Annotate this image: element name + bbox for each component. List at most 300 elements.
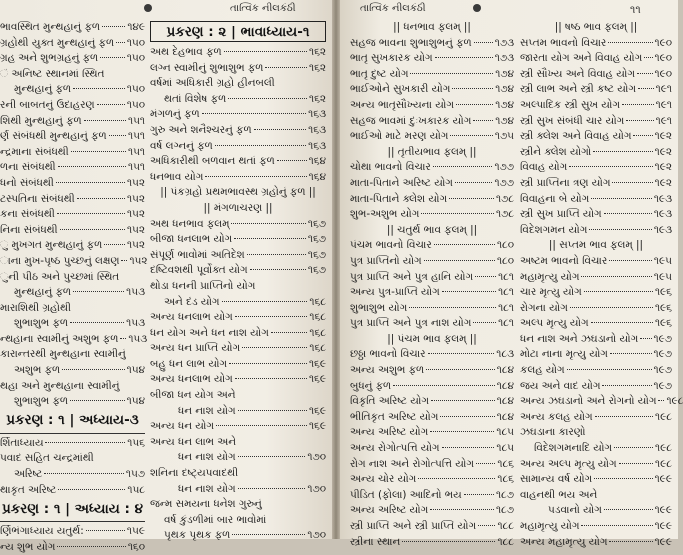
toc-entry-page: ૧૮૫: [496, 442, 514, 455]
section-divider: [520, 238, 672, 254]
toc-entry[interactable]: [350, 519, 514, 535]
dot-leader: [84, 120, 126, 121]
toc-entry[interactable]: [150, 497, 326, 513]
toc-entry-title: ભાઈઓ માટે મરણ યોગ: [350, 130, 449, 143]
dot-leader: [216, 425, 307, 426]
dot-leader: [231, 223, 305, 224]
toc-entry-title: પુત્ર પ્રાપ્તિનો યોગ: [350, 254, 422, 267]
toc-entry[interactable]: [520, 223, 672, 239]
toc-entry-title: વર્ષ કુંડળીમાં બાર ભાવોમાં: [164, 513, 267, 526]
toc-entry[interactable]: [150, 466, 326, 482]
toc-entry[interactable]: [0, 316, 145, 332]
dot-leader: [235, 316, 308, 317]
toc-entry-title: થાકૃત અરિષ્ટ: [0, 483, 57, 496]
toc-entry-title: રોગ નાશ અને રોગોત્પત્તિ યોગ: [350, 457, 474, 470]
toc-entry[interactable]: [0, 36, 145, 52]
toc-entry-title: સપ્તમ ભાવનો વિચાર: [520, 36, 607, 49]
dot-leader: [478, 525, 495, 526]
toc-entry-page: ૧૮૮: [497, 520, 514, 532]
toc-entry[interactable]: [350, 238, 514, 254]
toc-entry-title: પુત્ર પ્રાપ્તિ અને પુત્ર નાશ યોગ: [350, 317, 472, 330]
toc-entry[interactable]: [350, 207, 514, 223]
toc-entry[interactable]: [0, 332, 148, 348]
toc-entry-title: સ્ત્રી સૌખ્ય અને વિવાહ યોગ: [520, 67, 635, 80]
dot-leader: [584, 291, 653, 292]
dot-leader: [570, 307, 653, 308]
toc-entry-title: અલ્પાદિક સ્ત્રી સુખ યોગ: [520, 98, 620, 111]
bullet-mark: [144, 4, 152, 12]
dot-leader: [70, 322, 124, 323]
toc-entry[interactable]: [520, 67, 672, 83]
toc-entry-title: ભાઈઓને સુખકારી યોગ: [350, 83, 451, 96]
toc-entry[interactable]: [350, 503, 514, 519]
toc-entry[interactable]: [520, 394, 683, 410]
toc-entry-title: સ્ત્રીને ક્લેશ યોગો: [520, 145, 592, 158]
toc-entry[interactable]: [150, 45, 326, 61]
toc-entry[interactable]: [150, 450, 326, 466]
toc-entry[interactable]: [0, 114, 145, 130]
toc-entry[interactable]: [520, 176, 672, 192]
toc-entry[interactable]: [520, 82, 672, 98]
bullet-mark: [473, 4, 481, 12]
toc-entry[interactable]: [520, 129, 672, 145]
toc-entry-title: ભીતિકૃત અરિષ્ટ યોગ: [350, 410, 439, 423]
dot-leader: [238, 410, 307, 411]
toc-entry-page: ૧૯૧: [655, 98, 672, 111]
dot-leader: [62, 369, 125, 370]
toc-entry-title: અને દંડ યોગ: [164, 295, 220, 308]
toc-entry[interactable]: [0, 467, 145, 483]
toc-entry[interactable]: [520, 425, 672, 441]
left-column-2: [150, 20, 326, 544]
toc-entry[interactable]: [520, 535, 672, 551]
toc-entry-title: અન્ય પુત્ર-પ્રાપ્તિ યોગ: [350, 286, 440, 299]
toc-entry[interactable]: [520, 316, 672, 332]
toc-entry-page: ૧૯૯: [654, 520, 672, 532]
toc-entry[interactable]: [520, 379, 672, 395]
section-divider-label: || ચતુર્થ ભાવ ફલમ્ ||: [386, 223, 478, 236]
toc-entry[interactable]: [520, 301, 672, 317]
toc-entry-title: ુ મુખગત મુન્થહાનું ફળ: [0, 239, 103, 252]
toc-entry-title: અશુભ ફળ: [14, 364, 61, 377]
toc-entry[interactable]: [150, 372, 326, 388]
toc-entry-title: સ્ત્રી સુખ સંબંધી ચાર યોગ: [520, 114, 625, 127]
toc-entry[interactable]: [520, 472, 672, 488]
toc-entry[interactable]: [0, 379, 145, 395]
dot-leader: [202, 113, 307, 114]
dot-leader: [229, 363, 307, 364]
dot-leader: [121, 260, 127, 261]
dot-leader: [100, 57, 125, 58]
dot-leader: [242, 347, 307, 348]
toc-entry[interactable]: [520, 285, 672, 301]
toc-entry-title: ર્ણિભંગાધ્યાય યતુર્થ:: [0, 525, 84, 538]
toc-entry-page: ૧૬૯: [308, 357, 326, 370]
toc-entry-title: ચાર મૃત્યુ યોગ: [520, 286, 582, 299]
toc-entry[interactable]: [150, 248, 326, 264]
toc-entry[interactable]: [150, 295, 326, 311]
toc-entry[interactable]: [150, 76, 326, 92]
toc-entry[interactable]: [350, 410, 514, 426]
dot-leader: [120, 338, 126, 339]
toc-entry[interactable]: [0, 160, 145, 176]
dot-leader: [70, 400, 125, 401]
toc-entry[interactable]: [350, 36, 514, 52]
dot-leader: [102, 26, 125, 27]
dot-leader: [452, 88, 493, 89]
toc-entry[interactable]: [150, 404, 326, 420]
toc-entry-page: ૧૯૭: [653, 348, 672, 361]
dot-leader: [222, 301, 308, 302]
toc-entry-page: ૧૯૨: [654, 145, 672, 158]
right-page: [340, 0, 683, 548]
toc-entry[interactable]: [520, 145, 672, 161]
toc-entry[interactable]: [0, 301, 145, 317]
toc-entry-title: કલહ યોગ: [520, 364, 565, 377]
toc-entry[interactable]: [350, 488, 514, 504]
toc-entry[interactable]: [0, 254, 148, 270]
toc-entry[interactable]: [0, 285, 145, 301]
toc-entry[interactable]: [350, 176, 514, 192]
toc-entry[interactable]: [350, 535, 514, 551]
toc-entry[interactable]: [0, 67, 145, 83]
dot-leader: [228, 98, 307, 99]
toc-entry-title: નિના સંબંધથી: [0, 223, 58, 236]
toc-entry[interactable]: [350, 363, 514, 379]
dot-leader: [58, 489, 125, 490]
toc-entry[interactable]: [520, 98, 672, 114]
toc-entry-title: અન્ય અરિષ્ટ યોગ: [350, 426, 429, 439]
toc-entry[interactable]: [150, 279, 326, 295]
toc-entry[interactable]: [150, 513, 326, 529]
toc-entry[interactable]: [150, 170, 326, 186]
toc-entry-title: શુભાશુભ ફળ: [14, 317, 69, 330]
toc-entry[interactable]: [350, 457, 514, 473]
toc-entry[interactable]: [350, 51, 514, 67]
toc-entry-title: અન્ય ધન લાભ અને: [150, 435, 236, 448]
toc-entry-page: ૧૭૮: [495, 192, 514, 205]
toc-entry-page: ૧૯૩: [653, 223, 672, 236]
toc-entry[interactable]: [520, 410, 672, 426]
toc-entry-title: શુભ-અશુભ યોગ: [350, 208, 420, 221]
toc-entry[interactable]: [0, 51, 145, 67]
toc-entry[interactable]: [350, 254, 514, 270]
dot-leader: [619, 463, 653, 464]
toc-entry-page: ૧૬૪: [308, 170, 326, 183]
toc-entry-title: મંગળનું ફળ: [150, 108, 200, 121]
section-heading: પ્રકરણ : ૨ | ભાવાધ્યાય-૧: [150, 21, 326, 42]
toc-entry-title: અન્ય ભાતૃસૌખ્યના યોગ: [350, 98, 454, 111]
toc-entry-title: મુન્થહાનું ફળ: [14, 83, 72, 96]
toc-entry-page: ૧૬૨: [308, 46, 326, 58]
toc-entry-title: કના સંબંધથી: [0, 208, 55, 221]
toc-entry-page: ૧૭૦: [307, 451, 326, 464]
toc-entry-page: ૧૫૦: [126, 52, 145, 65]
toc-entry[interactable]: [0, 524, 145, 540]
toc-entry[interactable]: [520, 36, 672, 52]
toc-entry-page: ૧૭૭: [494, 176, 514, 189]
toc-entry[interactable]: [0, 363, 145, 379]
toc-entry-page: ૧૯૫: [653, 254, 672, 267]
toc-entry-title: ળના સંબંધથી: [0, 161, 56, 174]
toc-entry-page: ૧૭૩: [494, 36, 514, 49]
toc-entry-page: ૧૯૭: [653, 379, 672, 392]
toc-entry-title: પીડિત (ફોલા) આદિનો ભય: [350, 488, 462, 501]
toc-entry-page: ૧૯૨: [654, 130, 672, 143]
toc-entry-page: ૧૯૦: [654, 36, 672, 49]
dot-leader: [431, 400, 495, 401]
toc-entry[interactable]: [150, 341, 326, 357]
toc-entry-page: ૧૯૯: [654, 473, 672, 486]
toc-entry[interactable]: [0, 238, 145, 254]
toc-entry[interactable]: [150, 357, 326, 373]
toc-entry[interactable]: [150, 92, 326, 108]
toc-entry-page: ૧૫૬: [127, 436, 145, 449]
toc-entry-page: ૧૬૭: [307, 248, 326, 261]
toc-entry[interactable]: [520, 270, 672, 286]
dot-leader: [644, 57, 652, 58]
right-column-2: [520, 20, 683, 550]
toc-entry-title: ટસ્પતિના સંબંધથી: [0, 192, 75, 205]
toc-entry[interactable]: [350, 472, 514, 488]
dot-leader: [58, 166, 126, 167]
toc-entry[interactable]: [0, 223, 145, 239]
toc-entry-page: ૧૬૪: [308, 155, 326, 168]
toc-entry[interactable]: [520, 114, 672, 130]
section-divider-label: || તૃતીયભાવ ફલમ્ ||: [387, 145, 477, 158]
toc-entry-title: પવાદ સહિત ચન્દ્રમાંથી: [0, 452, 94, 465]
toc-entry[interactable]: [150, 139, 326, 155]
toc-entry[interactable]: [0, 98, 145, 114]
toc-entry[interactable]: [350, 301, 514, 317]
section-divider: [150, 201, 326, 217]
toc-entry-page: ૧૯૦: [654, 52, 672, 65]
toc-entry-title: કારાન્તરથી મુન્થહાના સ્વામીનું: [0, 348, 126, 361]
toc-entry[interactable]: [0, 270, 145, 286]
toc-entry-title: ન્થહાના સ્વામીનું અશુભ ફળ: [0, 332, 119, 345]
toc-entry-page: ૧૫૪: [126, 395, 145, 408]
toc-entry-title: બીજા ધનલાભ યોગ: [150, 233, 233, 246]
toc-entry[interactable]: [350, 67, 514, 83]
toc-entry[interactable]: [350, 347, 514, 363]
toc-entry-page: ૧૯૫: [653, 270, 672, 283]
toc-entry-title: અન્ય ધનલાભ યોગ: [150, 373, 233, 386]
toc-entry[interactable]: [520, 254, 672, 270]
toc-entry[interactable]: [150, 435, 326, 451]
toc-entry[interactable]: [520, 519, 672, 535]
toc-entry-page: ૧૬૯: [308, 420, 326, 433]
toc-entry[interactable]: [520, 488, 672, 504]
toc-entry[interactable]: [0, 394, 145, 410]
toc-entry-title: માતા-પિતાને ક્લેશ યોગ: [350, 192, 448, 205]
toc-entry-title: વિદેશગમન યોગ: [520, 223, 588, 236]
dot-leader: [104, 244, 125, 245]
toc-entry[interactable]: [520, 441, 672, 457]
toc-entry-title: મહામૃત્યુ યોગ: [520, 520, 580, 532]
toc-entry-title: સ્ત્રી પ્રાપ્તિના ત્રણ યોગ: [520, 176, 611, 189]
dot-leader: [109, 135, 126, 136]
section-divider: [350, 20, 514, 36]
toc-entry-title: જારતા યોગ અને વિવાહ યોગ: [520, 52, 643, 65]
toc-entry-title: બુધનું ફળ: [350, 379, 392, 392]
toc-entry[interactable]: [150, 263, 326, 279]
toc-entry-title: અષ્ટમ ભાવનો વિચાર: [520, 254, 608, 267]
dot-leader: [602, 385, 651, 386]
toc-entry-page: ૧૯૩: [653, 192, 672, 205]
toc-entry-page: ૧૯૮: [655, 457, 672, 470]
toc-entry-page: ૧૯૬: [654, 317, 672, 330]
toc-entry-title: અન્ય ઝઘડાનો અને રોગનો યોગ: [520, 395, 657, 408]
toc-entry[interactable]: [520, 363, 672, 379]
toc-entry-title: ન્ય શુભ યોગ: [0, 540, 56, 553]
dot-leader: [421, 213, 494, 214]
right-column-1: [350, 20, 514, 550]
section-divider-label: || સપ્તમ ભાવ ફલમ્ ||: [548, 239, 644, 252]
dot-leader: [77, 198, 125, 199]
toc-entry-title: સ્ત્રીના સ્થાન: [350, 535, 401, 548]
toc-entry[interactable]: [520, 503, 672, 519]
toc-entry[interactable]: [150, 107, 326, 123]
toc-entry[interactable]: [0, 436, 145, 452]
toc-entry[interactable]: [0, 20, 145, 36]
dot-leader: [435, 57, 493, 58]
toc-entry[interactable]: [520, 332, 672, 348]
section-divider-label: || પંચમ ભાવ ફલમ્ ||: [387, 332, 477, 345]
toc-entry[interactable]: [350, 441, 514, 457]
toc-entry[interactable]: [0, 451, 145, 467]
toc-entry[interactable]: [350, 316, 514, 332]
dot-leader: [57, 546, 125, 547]
toc-entry[interactable]: [150, 154, 326, 170]
toc-entry-title: ઝઘડાના કારણો: [520, 426, 586, 439]
dot-leader: [234, 238, 306, 239]
toc-entry[interactable]: [350, 425, 514, 441]
toc-entry-title: ર્ણ સંબંધથી મુન્થહાનું ફળ: [0, 130, 107, 143]
toc-entry[interactable]: [0, 207, 145, 223]
heading-rule: [0, 433, 145, 434]
toc-entry-page: ૧૫૨: [126, 239, 145, 252]
toc-entry[interactable]: [350, 160, 514, 176]
toc-entry[interactable]: [350, 379, 514, 395]
dot-leader: [418, 478, 495, 479]
toc-entry-title: અધિકારીથી બળવાન થતાં ફળ: [150, 155, 275, 168]
toc-entry[interactable]: [150, 482, 326, 498]
toc-entry[interactable]: [520, 347, 672, 363]
toc-entry[interactable]: [0, 347, 145, 363]
dot-leader: [637, 73, 653, 74]
toc-entry-page: ૧૬૮: [309, 326, 326, 339]
toc-entry-page: ૧૯૬: [654, 286, 672, 299]
toc-entry-page: ૧૮૮: [497, 535, 514, 548]
toc-entry-page: ૧૫૨: [126, 208, 145, 221]
toc-entry-page: ૧૯૭: [653, 364, 672, 377]
toc-entry[interactable]: [0, 192, 145, 208]
toc-entry[interactable]: [0, 129, 145, 145]
toc-entry[interactable]: [0, 483, 145, 499]
toc-entry-title: અન્ય અરિષ્ટ યોગ: [350, 504, 429, 517]
toc-entry[interactable]: [150, 310, 326, 326]
toc-entry-title: અન્ય ચોર યોગ: [350, 473, 417, 486]
toc-entry[interactable]: [150, 232, 326, 248]
toc-entry-page: ૧૯૬: [654, 301, 672, 314]
toc-entry-page: ૧૬૨: [308, 92, 326, 105]
toc-entry[interactable]: [350, 114, 514, 130]
toc-entry-page: ૧૭૭: [494, 161, 514, 174]
toc-entry[interactable]: [150, 123, 326, 139]
toc-entry[interactable]: [350, 98, 514, 114]
section-divider-label: || ધનભાવ ફલમ્ ||: [393, 21, 471, 33]
dot-leader: [604, 213, 652, 214]
toc-entry[interactable]: [0, 540, 145, 555]
toc-entry-page: ૧૮૪: [496, 364, 514, 377]
toc-entry[interactable]: [0, 82, 145, 98]
toc-entry[interactable]: [350, 129, 514, 145]
section-heading: પ્રકરણ : ૧ | અધ્યાય-૩: [6, 412, 139, 429]
toc-entry[interactable]: [350, 192, 514, 208]
toc-entry[interactable]: [520, 160, 672, 176]
left-page: [0, 0, 332, 553]
toc-entry-title: શુભાશુભ યોગ: [350, 301, 408, 314]
dot-leader: [633, 135, 652, 136]
dot-leader: [595, 416, 653, 417]
toc-entry[interactable]: [350, 82, 514, 98]
toc-entry[interactable]: [520, 51, 672, 67]
toc-entry[interactable]: [0, 176, 145, 192]
toc-entry-title: ભાવસ્થિત મુન્થહાનું ફળ: [0, 21, 100, 33]
toc-entry[interactable]: [0, 145, 145, 161]
toc-entry-page: ૧૬૮: [309, 311, 326, 324]
toc-entry-page: ૧૫૩: [126, 317, 145, 330]
toc-entry-page: ૧૫૩: [128, 332, 148, 345]
dot-leader: [430, 431, 494, 432]
toc-entry-page: ૧૭૪: [495, 67, 514, 80]
toc-entry-page: ૧૫૨: [126, 223, 145, 236]
dot-leader: [612, 182, 652, 183]
toc-entry-title: અન્ય ધન યોગ: [150, 420, 214, 433]
toc-entry-page: ૧૫૩: [126, 286, 145, 299]
toc-entry[interactable]: [150, 388, 326, 404]
dot-leader: [442, 447, 495, 448]
dot-leader: [614, 447, 653, 448]
toc-entry[interactable]: [150, 419, 326, 435]
toc-entry-page: ૧૯૨: [654, 161, 672, 174]
dot-leader: [449, 198, 494, 199]
toc-entry-title: ાના મુખ-પૃષ્ઠ પુચ્છનું લક્ષણ: [0, 254, 120, 267]
toc-entry[interactable]: [150, 528, 326, 544]
toc-entry-title: ધન નાશ યોગ: [178, 404, 236, 417]
toc-entry[interactable]: [350, 270, 514, 286]
toc-entry[interactable]: [150, 326, 326, 342]
toc-entry[interactable]: [150, 217, 326, 233]
dot-leader: [265, 67, 307, 68]
dot-leader: [271, 332, 308, 333]
toc-entry-title: જન્મ સમયના ધનેશ ગુરુનું: [150, 498, 262, 511]
toc-entry[interactable]: [520, 207, 672, 223]
page-number: ૧૧: [630, 3, 641, 16]
toc-entry-page: ૧૭૪: [495, 98, 514, 111]
toc-entry[interactable]: [350, 285, 514, 301]
toc-entry-title: સહજ ભાવના શુભાશુભનું ફળ: [350, 36, 472, 49]
toc-entry[interactable]: [520, 192, 672, 208]
toc-entry-page: ૧૬૦: [127, 540, 145, 553]
toc-entry-title: મારાશિથી ગ્રહોથી: [0, 301, 71, 314]
toc-entry[interactable]: [520, 457, 672, 473]
toc-entry[interactable]: [150, 61, 326, 77]
dot-leader: [473, 120, 493, 121]
toc-entry[interactable]: [350, 394, 514, 410]
toc-entry-page: ૧૫૭: [125, 468, 145, 481]
toc-entry-page: ૧૬૩: [308, 108, 326, 121]
